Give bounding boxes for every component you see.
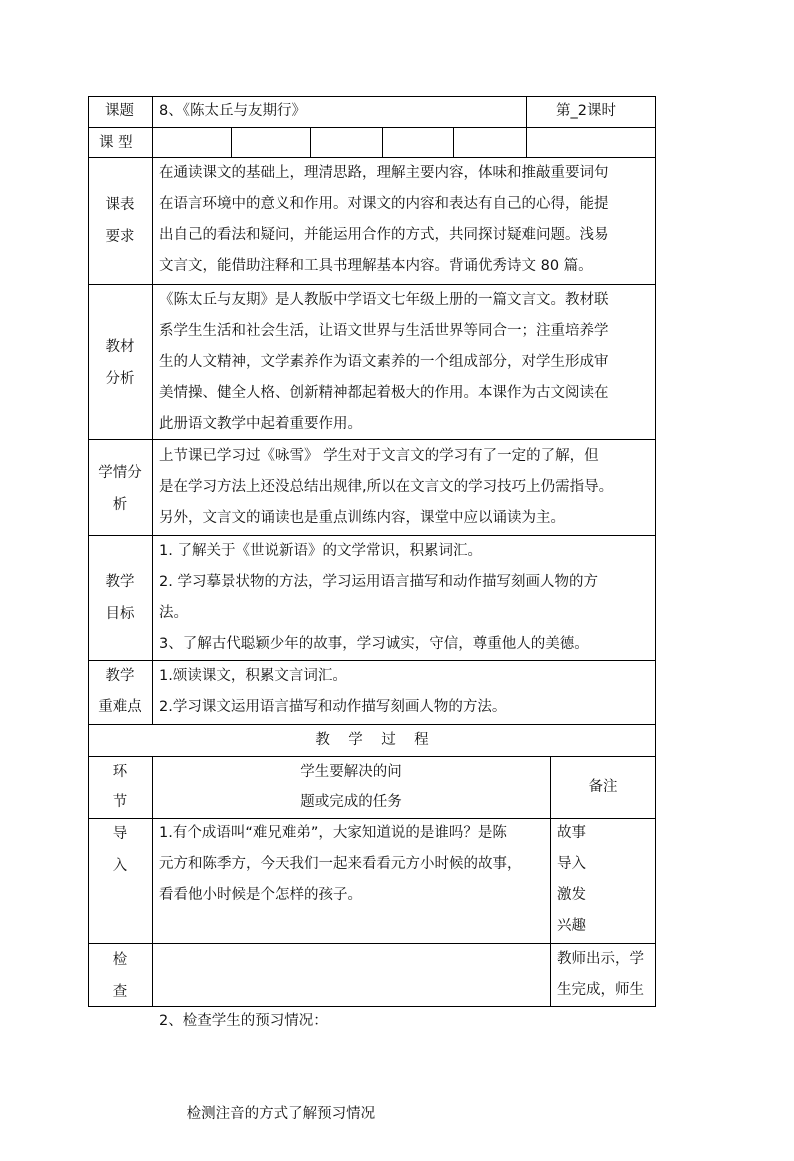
- materials-line: 系学生生活和社会生活，让语文世界与生活世界等同合一；注重培养学: [159, 323, 609, 339]
- goals-text: [159, 536, 598, 660]
- label-goals-1: 教学: [105, 574, 135, 590]
- learners-line: 是在学习方法上还没总结出规律,所以在文言文的学习技巧上仍需指导。: [159, 479, 614, 495]
- process-heading: 教 学 过 程: [315, 732, 429, 748]
- learners-line: 上节课已学习过《咏雪》 学生对于文言文的学习有了一定的了解，但: [159, 448, 599, 464]
- stage-check-2: 查: [112, 984, 128, 1000]
- intro-task-line: 看看他小时候是个怎样的孩子。: [159, 887, 362, 903]
- standards-line: 文言文，能借助注释和工具书理解基本内容。背诵优秀诗文 80 篇。: [159, 258, 593, 274]
- label-lesson-type: 课 型: [99, 135, 133, 151]
- label-key-points-2: 重难点: [98, 699, 142, 715]
- materials-line: 生的人文精神，文学素养作为语文素养的一个组成部分，对学生形成审: [159, 354, 609, 370]
- label-standards-1: 课表: [105, 197, 135, 213]
- stage-check-1: 检: [112, 952, 128, 968]
- goals-line: 3、了解古代聪颖少年的故事，学习诚实，守信，尊重他人的美德。: [159, 636, 589, 652]
- standards-line: 在通读课文的基础上，理清思路，理解主要内容，体味和推敲重要词句: [159, 165, 609, 181]
- materials-line: 美情操、健全人格、创新精神都起着极大的作用。本课作为古文阅读在: [159, 385, 609, 401]
- learners-line: 另外，文言文的诵读也是重点训练内容，课堂中应以诵读为主。: [159, 510, 565, 526]
- col-stage-1: 环: [112, 764, 128, 780]
- col-task-1: 学生要解决的问: [300, 764, 402, 780]
- check-task-line: 2、检查学生的预习情况：: [159, 1013, 328, 1029]
- check-note-line: 生完成，师生: [557, 982, 644, 998]
- col-notes: 备注: [588, 779, 618, 795]
- standards-text: [159, 158, 609, 282]
- intro-note-line: 导入: [557, 856, 586, 872]
- label-materials-1: 教材: [105, 339, 135, 355]
- lesson-period: 第_2课时: [556, 103, 616, 119]
- check-note-line: 教师出示，学: [557, 951, 644, 967]
- stage-intro-2: 入: [112, 858, 128, 874]
- materials-line: 此册语文教学中起着重要作用。: [159, 416, 362, 432]
- check-task-line: 检测注音的方式了解预习情况: [159, 1106, 376, 1122]
- materials-line: 《陈太丘与友期》是人教版中学语文七年级上册的一篇文言文。教材联: [159, 292, 609, 308]
- label-key-points-1: 教学: [105, 668, 135, 684]
- intro-note-line: 激发: [557, 887, 586, 903]
- goals-line: 1. 了解关于《世说新语》的文学常识，积累词汇。: [159, 543, 482, 559]
- intro-task-line: 元方和陈季方，今天我们一起来看看元方小时候的故事，: [159, 856, 522, 872]
- check-task-text: [159, 944, 375, 1161]
- goals-line: 2. 学习摹景状物的方法，学习运用语言描写和动作描写刻画人物的方: [159, 574, 598, 590]
- label-standards-2: 要求: [105, 229, 135, 245]
- col-stage-2: 节: [112, 794, 128, 810]
- lesson-title: 8、《陈太丘与友期行》: [159, 103, 306, 119]
- standards-line: 在语言环境中的意义和作用。对课文的内容和表达有自己的心得，能提: [159, 196, 609, 212]
- key-points-line: 2.学习课文运用语言描写和动作描写刻画人物的方法。: [159, 699, 507, 715]
- intro-note-line: 故事: [557, 825, 586, 841]
- label-goals-2: 目标: [105, 606, 135, 622]
- key-points-text: [159, 661, 506, 723]
- intro-notes: [557, 818, 586, 942]
- col-task-2: 题或完成的任务: [300, 794, 402, 810]
- goals-line: 法。: [159, 605, 188, 621]
- learners-text: [159, 441, 613, 534]
- label-materials-2: 分析: [105, 371, 135, 387]
- materials-text: [159, 285, 609, 440]
- intro-task-text: [159, 818, 522, 911]
- label-learners-2: 析: [112, 497, 128, 513]
- label-lesson-title: 课题: [105, 103, 134, 119]
- stage-intro-1: 导: [112, 826, 128, 842]
- intro-task-line: 1.有个成语叫“难兄难弟”，大家知道说的是谁吗？是陈: [159, 825, 507, 841]
- key-points-line: 1.颂读课文，积累文言词汇。: [159, 668, 347, 684]
- label-learners-1: 学情分: [98, 465, 142, 481]
- check-notes: [557, 944, 644, 1006]
- standards-line: 出自己的看法和疑问，并能运用合作的方式，共同探讨疑难问题。浅易: [159, 227, 609, 243]
- intro-note-line: 兴趣: [557, 918, 586, 934]
